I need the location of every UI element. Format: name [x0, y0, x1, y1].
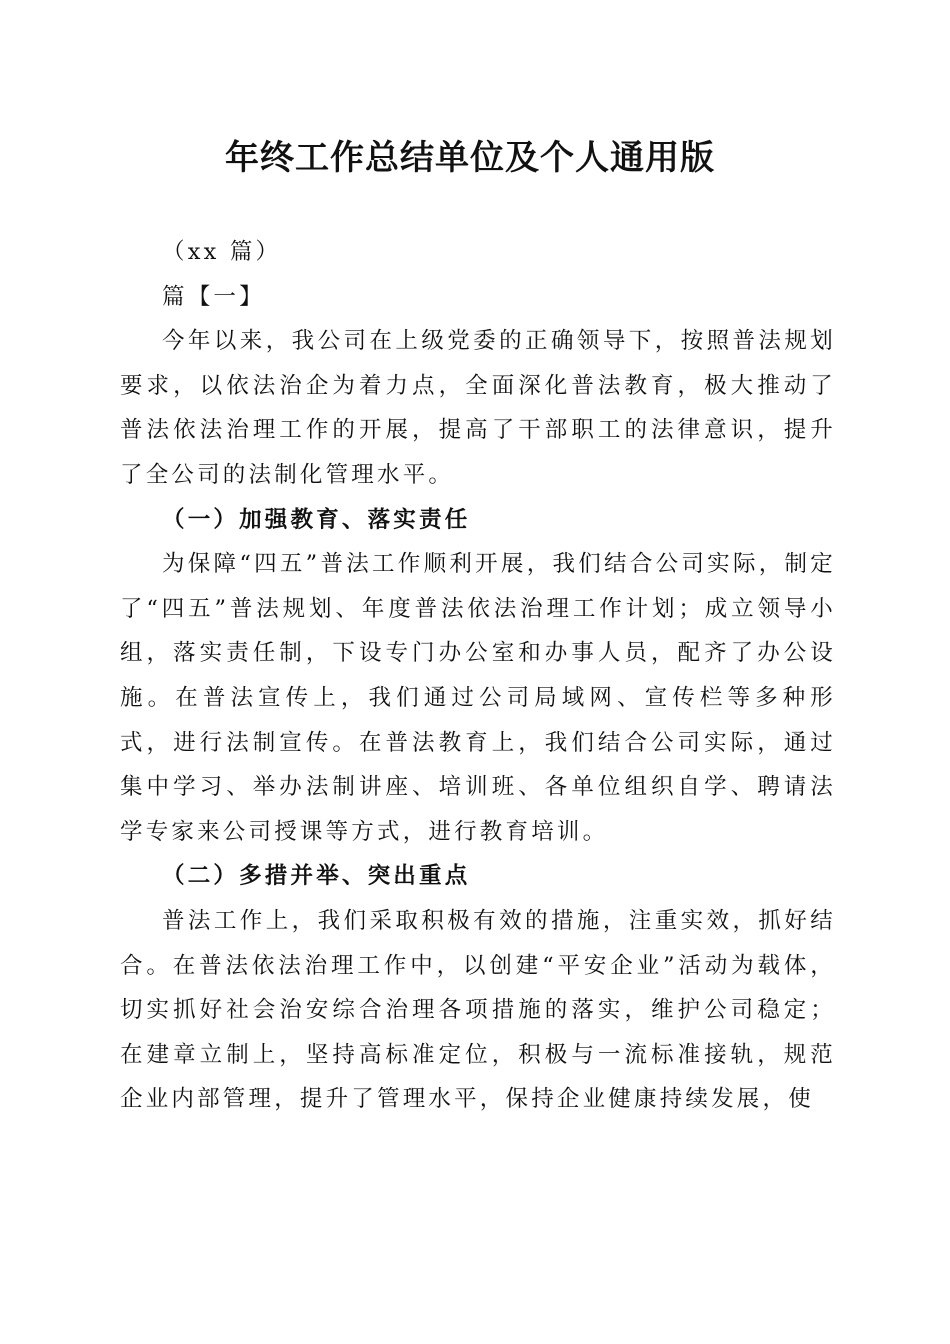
intro-paragraph: 今年以来，我公司在上级党委的正确领导下，按照普法规划要求，以依法治企为着力点，全面深化普法教育，极大推动了普法依法治理工作的开展，提高了干部职工的法律意识，提升了全公司的法制化管理水平。	[120, 328, 836, 488]
section-heading-1: （一）加强教育、落实责任	[162, 506, 471, 533]
document-title: 年终工作总结单位及个人通用版	[225, 138, 715, 178]
paragraph-1: 为保障“四五”普法工作顺利开展，我们结合公司实际，制定了“四五”普法规划、年度普法依法治理工作计划；成立领导小组，落实责任制，下设专门办公室和办事人员，配齐了办公设施。在普法宣传上，我们通过公司局域网、宣传栏等多种形式，进行法制宣传。在普法教育上，我们结合公司实际，通过集中学习、举办法制讲座、培训班、各单位组织自学、聘请法学专家来公司授课等方式，进行教育培训。	[120, 551, 836, 845]
document-subtitle: （xx 篇）	[162, 239, 282, 265]
document-body	[120, 230, 836, 1122]
section-label: 篇【一】	[162, 283, 265, 310]
section-heading-2: （二）多措并举、突出重点	[162, 863, 471, 890]
paragraph-2: 普法工作上，我们采取积极有效的措施，注重实效，抓好结合。在普法依法治理工作中，以创建“平安企业”活动为载体，切实抓好社会治安综合治理各项措施的落实，维护公司稳定；在建章立制上，坚持高标准定位，积极与一流标准接轨，规范企业内部管理，提升了管理水平，保持企业健康持续发展，使	[120, 907, 836, 1113]
